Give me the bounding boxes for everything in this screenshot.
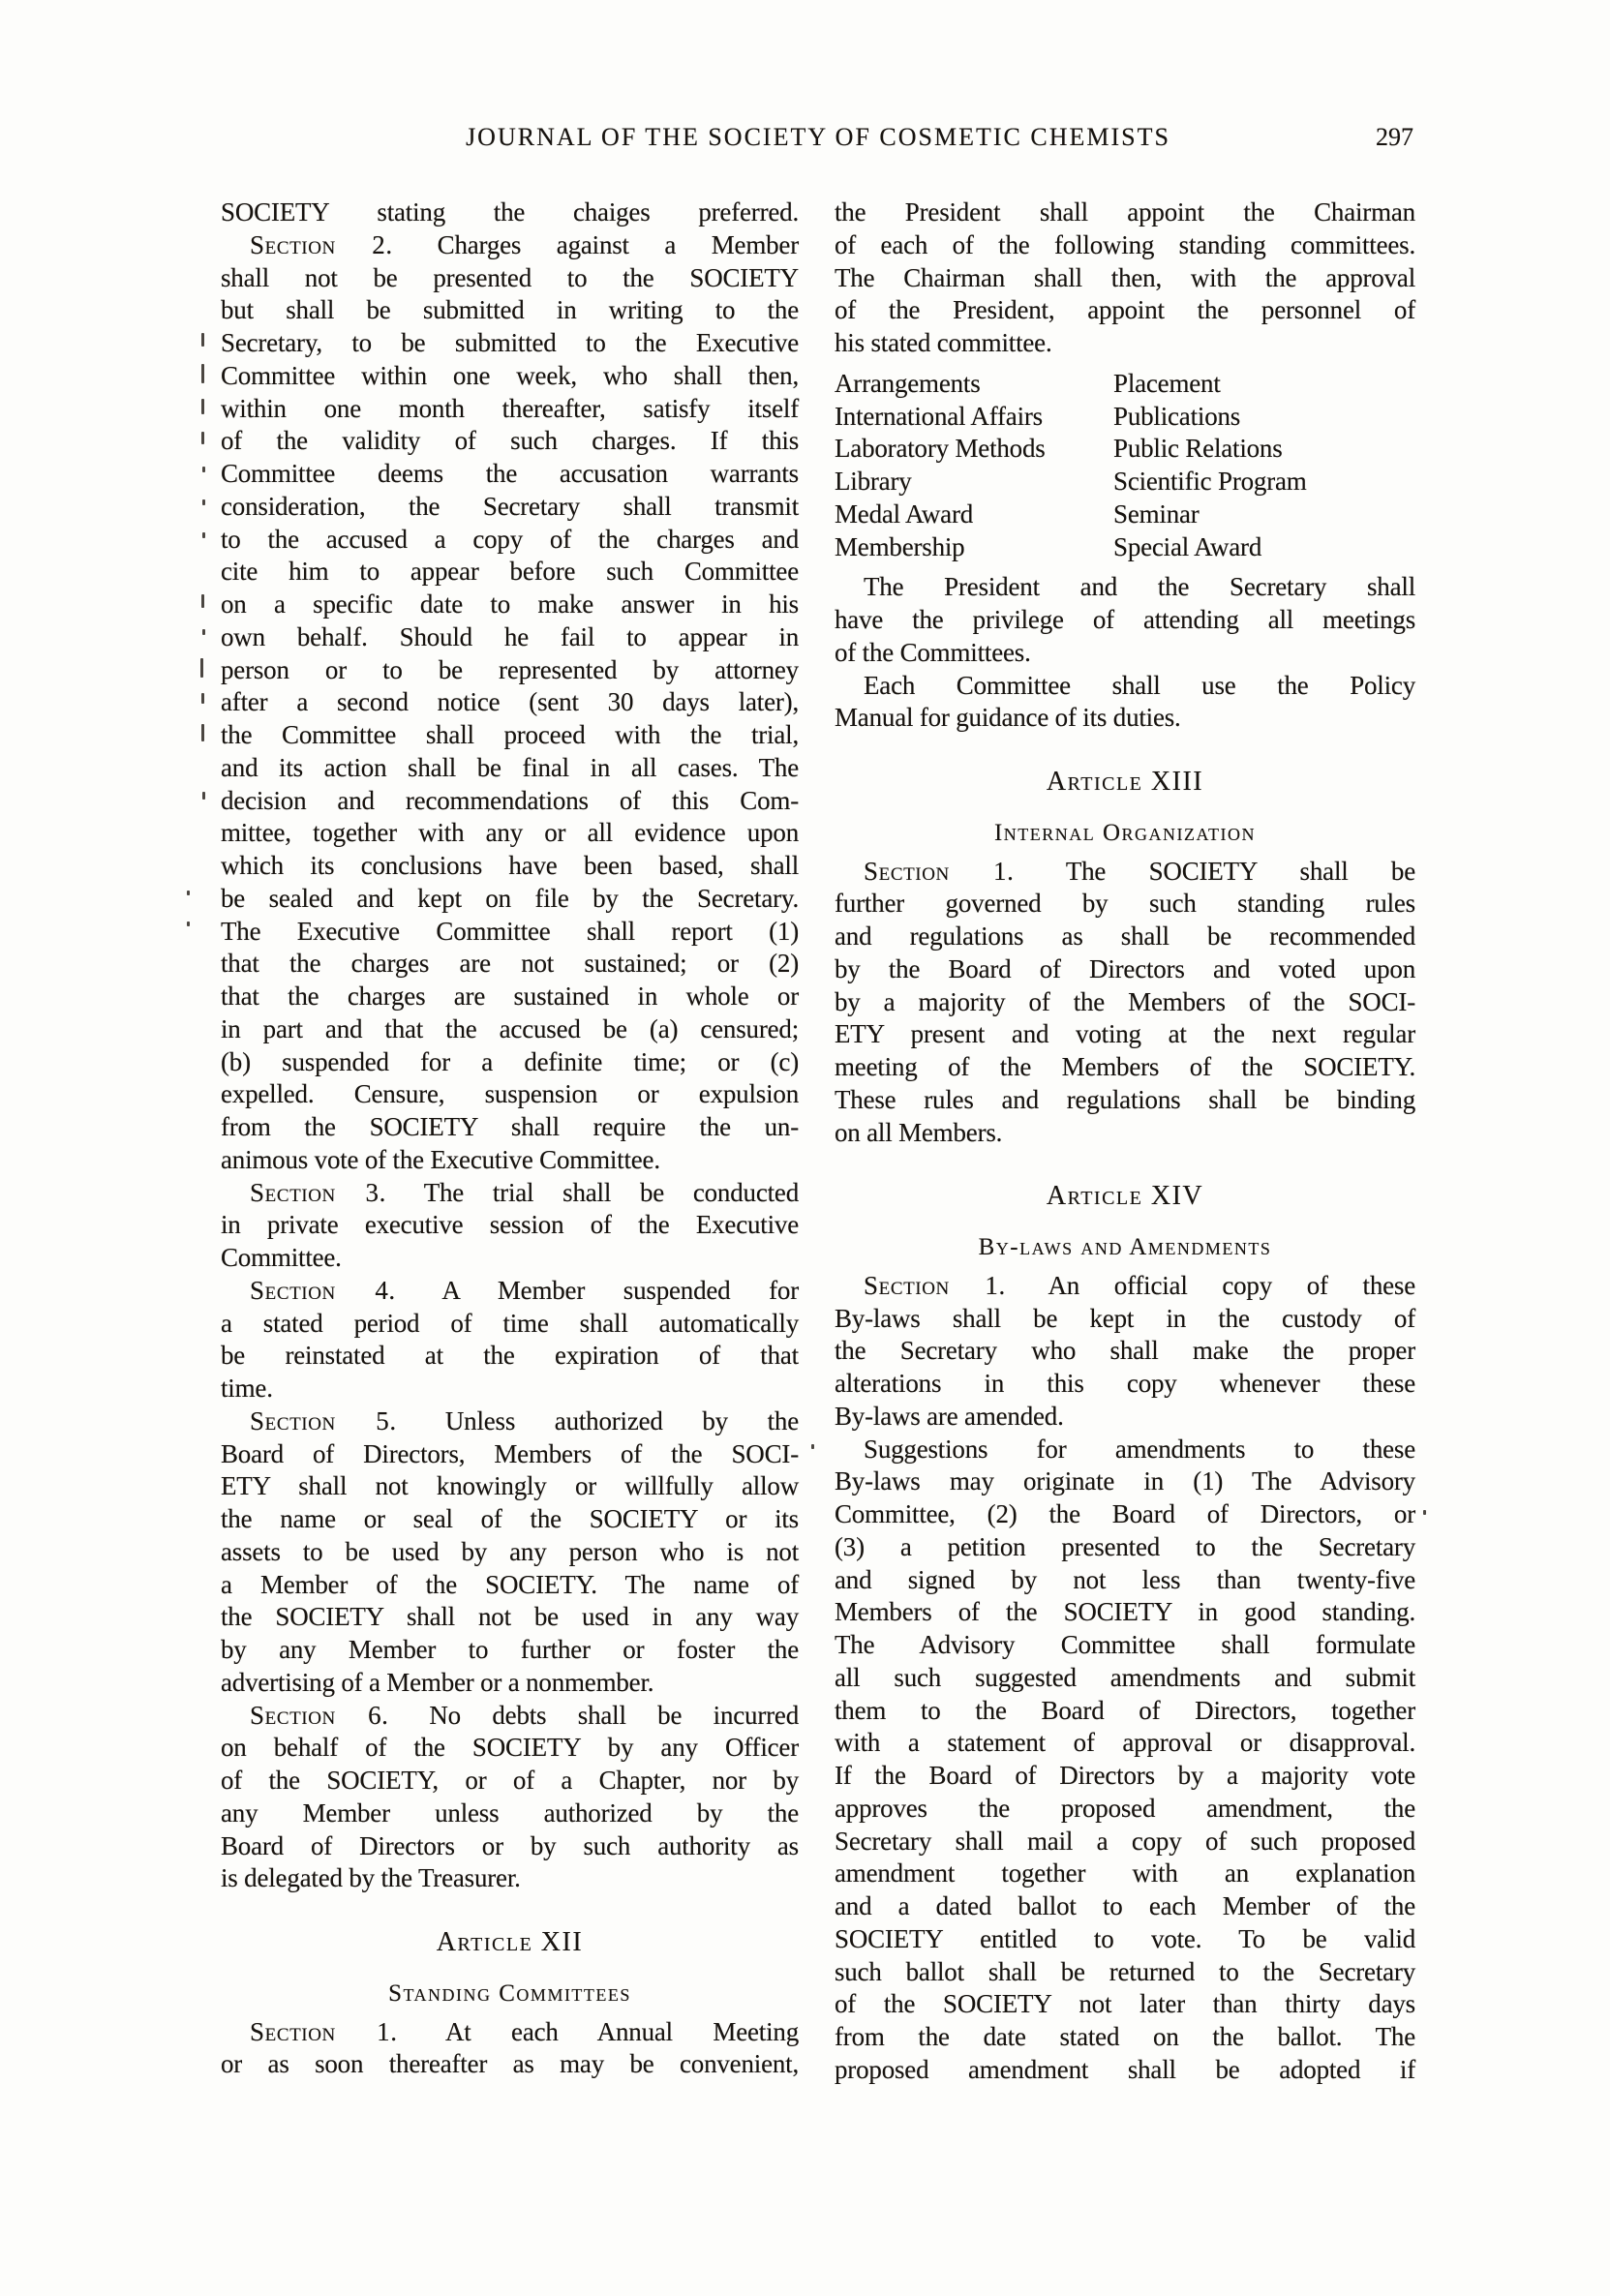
scan-artifact-mark — [201, 364, 204, 383]
article-heading: Article XIV — [1046, 1181, 1204, 1212]
text-line: (3) a petition presented to the Secretary — [835, 1531, 1415, 1561]
text-line: animous vote of the Executive Committee. — [221, 1144, 660, 1174]
text-line — [221, 1275, 799, 1308]
text-line: on behalf of the SOCIETY by any Officer — [221, 1733, 799, 1763]
paragraph — [835, 571, 1415, 669]
sub-heading: By-laws and Amendments — [978, 1234, 1272, 1260]
text-line: Suggestions for amendments to these — [864, 1434, 1415, 1464]
committee-row — [835, 531, 1415, 564]
text-line: by the Board of Directors and voted upon — [835, 953, 1415, 983]
text-line: The Executive Committee shall report (1) — [221, 916, 799, 946]
section-label: Section 2. — [250, 229, 393, 259]
text-line: By-laws are amended. — [835, 1401, 1064, 1431]
text-line: assets to be used by any person who is not — [221, 1536, 799, 1566]
text-line: Board of Directors or by such authority as — [221, 1830, 799, 1860]
text-line: to the accused a copy of the charges and — [221, 524, 799, 554]
text-line: such ballot shall be returned to the Secretary — [835, 1956, 1415, 1986]
scan-artifact-mark — [201, 724, 204, 741]
committee-name: Arrangements — [835, 368, 981, 398]
article-heading: Article XII — [436, 1927, 584, 1957]
text-line: ETY present and voting at the next regular — [835, 1019, 1415, 1049]
scan-artifact-mark — [187, 921, 190, 926]
text-line: on all Members. — [835, 1117, 1003, 1147]
section-label: Section 6. — [250, 1700, 389, 1730]
text-line: be reinstated at the expiration of that — [221, 1341, 799, 1371]
section-label: Section 3. — [250, 1177, 386, 1207]
text-line: amendment together with an explanation — [835, 1858, 1415, 1888]
section-label: Section 4. — [250, 1275, 396, 1305]
text-line: the SOCIETY shall not be used in any way — [221, 1602, 799, 1632]
right-text-column — [835, 196, 1415, 2087]
text-line: further governed by such standing rules — [835, 889, 1415, 919]
text-line: of the SOCIETY not later than thirty days — [835, 1989, 1415, 2019]
text-segment: Charges against a Member — [402, 229, 800, 259]
committee-row — [835, 433, 1415, 466]
text-line: By-laws shall be kept in the custody of — [835, 1303, 1415, 1333]
scan-artifact-mark — [201, 432, 204, 444]
text-line — [835, 1270, 1415, 1303]
text-line: advertising of a Member or a nonmember. — [221, 1667, 654, 1697]
text-line: on a specific date to make answer in his — [221, 589, 799, 619]
text-line: a stated period of time shall automatically — [221, 1308, 799, 1338]
committee-name: Placement — [1113, 368, 1221, 398]
committee-name: Special Award — [1113, 531, 1262, 561]
committee-name: Publications — [1113, 401, 1241, 431]
paragraph — [221, 196, 799, 229]
text-line: a Member of the SOCIETY. The name of — [221, 1569, 799, 1599]
paragraph — [835, 856, 1415, 1150]
scan-artifact-mark — [811, 1444, 814, 1449]
text-segment: Unless authorized by the — [406, 1405, 799, 1435]
text-line: expelled. Censure, suspension or expulsion — [221, 1079, 799, 1109]
committee-row — [835, 498, 1415, 531]
left-text-column — [221, 196, 799, 2081]
text-line: ETY shall not knowingly or willfully allow — [221, 1471, 799, 1501]
paragraph — [221, 1405, 799, 1700]
scan-artifact-mark — [201, 693, 204, 704]
text-segment: An official copy of these — [1015, 1270, 1415, 1300]
text-line: of the validity of such charges. If this — [221, 426, 799, 456]
committee-name: Scientific Program — [1113, 467, 1307, 496]
text-line: of each of the following standing committees. — [835, 229, 1415, 259]
text-line: alterations in this copy whenever these — [835, 1369, 1415, 1398]
text-line: the Committee shall proceed with the trial, — [221, 720, 799, 749]
scan-artifact-mark — [187, 891, 190, 895]
text-line: Members of the SOCIETY in good standing. — [835, 1597, 1415, 1627]
sub-heading: Standing Committees — [388, 1979, 631, 2007]
text-line: The Chairman shall then, with the approval — [835, 262, 1415, 292]
scan-artifact-mark — [202, 499, 205, 505]
text-line: Committee. — [221, 1243, 342, 1272]
journal-title: JOURNAL OF THE SOCIETY OF COSMETIC CHEMISTS — [466, 123, 1170, 151]
text-line: which its conclusions have been based, shall — [221, 851, 799, 880]
text-line: approves the proposed amendment, the — [835, 1793, 1415, 1823]
text-line: decision and recommendations of this Com- — [221, 785, 799, 815]
scan-artifact-mark — [202, 532, 205, 538]
committee-list — [835, 368, 1415, 564]
text-line: mittee, together with any or all evidence upon — [221, 818, 799, 848]
text-line — [221, 229, 799, 262]
text-line: meeting of the Members of the SOCIETY. — [835, 1052, 1415, 1081]
text-line: of the President, appoint the personnel of — [835, 295, 1415, 325]
text-line: (b) suspended for a definite time; or (c) — [221, 1046, 799, 1076]
text-line: and its action shall be final in all cases. The — [221, 752, 799, 782]
paragraph — [221, 1177, 799, 1275]
sub-heading: Internal Organization — [993, 819, 1257, 846]
text-line: own behalf. Should he fail to appear in — [221, 621, 799, 651]
committee-name: Public Relations — [1113, 434, 1283, 464]
paragraph — [835, 196, 1415, 360]
committee-name: Seminar — [1113, 498, 1200, 529]
text-line: time. — [221, 1374, 273, 1403]
text-line: The Advisory Committee shall formulate — [835, 1630, 1415, 1659]
paragraph — [221, 1700, 799, 1896]
paragraph — [221, 2016, 799, 2082]
scan-artifact-mark — [202, 629, 205, 635]
committee-row — [835, 466, 1415, 498]
text-line: within one month thereafter, satisfy itself — [221, 393, 799, 423]
text-line: be sealed and kept on file by the Secretary. — [221, 883, 799, 913]
text-line: by any Member to further or foster the — [221, 1635, 799, 1664]
text-line: after a second notice (sent 30 days later), — [221, 687, 799, 717]
text-line — [835, 856, 1415, 889]
text-line: of the Committees. — [835, 637, 1031, 667]
section-label: Section 1. — [864, 1270, 1006, 1300]
text-segment: The trial shall be conducted — [395, 1177, 800, 1207]
text-line: shall not be presented to the SOCIETY — [221, 262, 799, 292]
text-line: Each Committee shall use the Policy — [864, 670, 1415, 700]
text-line: SOCIETY entitled to vote. To be valid — [835, 1923, 1415, 1953]
committee-row — [835, 368, 1415, 401]
text-line: the name or seal of the SOCIETY or its — [221, 1504, 799, 1533]
text-line — [221, 1700, 799, 1733]
text-line: The President and the Secretary shall — [864, 572, 1415, 602]
text-line: SOCIETY stating the chaiges preferred. — [221, 197, 799, 227]
text-line — [221, 1405, 799, 1438]
committee-row — [835, 401, 1415, 434]
text-line: of the SOCIETY, or of a Chapter, nor by — [221, 1766, 799, 1795]
text-line: from the SOCIETY shall require the un- — [221, 1112, 799, 1141]
paragraph — [221, 1275, 799, 1405]
scan-artifact-mark — [1423, 1510, 1426, 1515]
scan-artifact-mark — [202, 792, 205, 800]
text-line: the Secretary who shall make the proper — [835, 1336, 1415, 1366]
scan-artifact-mark — [201, 594, 204, 608]
text-line: These rules and regulations shall be binding — [835, 1084, 1415, 1114]
text-line: If the Board of Directors by a majority vote — [835, 1761, 1415, 1790]
section-label: Section 5. — [250, 1405, 397, 1435]
committee-name: Laboratory Methods — [835, 434, 1046, 464]
text-line: consideration, the Secretary shall transmit — [221, 491, 799, 521]
text-line: proposed amendment shall be adopted if — [835, 2054, 1415, 2084]
section-label: Section 1. — [864, 856, 1015, 886]
text-segment: The SOCIETY shall be — [1022, 856, 1416, 886]
text-line: with a statement of approval or disapproval. — [835, 1728, 1415, 1758]
committee-name: Membership — [835, 531, 965, 561]
text-line: any Member unless authorized by the — [221, 1798, 799, 1828]
scan-artifact-mark — [202, 467, 205, 472]
text-line: and signed by not less than twenty-five — [835, 1564, 1415, 1594]
text-line: have the privilege of attending all meetings — [835, 605, 1415, 634]
text-line: from the date stated on the ballot. The — [835, 2022, 1415, 2051]
text-segment: A Member suspended for — [405, 1275, 799, 1305]
text-line: Manual for guidance of its duties. — [835, 703, 1181, 733]
text-line: that the charges are not sustained; or (2) — [221, 949, 799, 979]
scan-artifact-mark — [201, 333, 204, 347]
text-line: Committee, (2) the Board of Directors, or — [835, 1499, 1415, 1528]
text-line: or as soon thereafter as may be convenient, — [221, 2049, 799, 2079]
text-line: is delegated by the Treasurer. — [221, 1863, 521, 1893]
text-line: Board of Directors, Members of the SOCI- — [221, 1438, 799, 1468]
paragraph — [221, 229, 799, 1177]
paragraph — [835, 1434, 1415, 2087]
text-line: them to the Board of Directors, together — [835, 1695, 1415, 1725]
text-line: cite him to appear before such Committee — [221, 557, 799, 587]
paragraph — [835, 670, 1415, 736]
scan-artifact-mark — [200, 658, 203, 678]
text-line: Secretary, to be submitted to the Executive — [221, 328, 799, 357]
scan-artifact-mark — [201, 399, 204, 414]
text-line: by a majority of the Members of the SOCI- — [835, 986, 1415, 1016]
page-number: 297 — [1376, 123, 1413, 151]
text-line: Committee deems the accusation warrants — [221, 459, 799, 488]
text-line — [221, 2016, 799, 2049]
committee-name: Medal Award — [835, 498, 974, 529]
text-line: Secretary shall mail a copy of such proposed — [835, 1826, 1415, 1856]
text-line: his stated committee. — [835, 328, 1052, 357]
text-line: By-laws may originate in (1) The Advisory — [835, 1466, 1415, 1496]
text-line: all such suggested amendments and submit — [835, 1662, 1415, 1692]
text-segment: At each Annual Meeting — [407, 2016, 800, 2046]
text-line: person or to be represented by attorney — [221, 654, 799, 684]
text-line: and a dated ballot to each Member of the — [835, 1891, 1415, 1920]
text-segment: No debts shall be incurred — [397, 1700, 799, 1730]
committee-name: International Affairs — [835, 401, 1043, 431]
text-line: Committee within one week, who shall then, — [221, 360, 799, 390]
section-label: Section 1. — [250, 2016, 398, 2046]
text-line: and regulations as shall be recommended — [835, 921, 1415, 951]
text-line: that the charges are sustained in whole or — [221, 982, 799, 1011]
page-header — [221, 122, 1415, 157]
paragraph — [835, 1270, 1415, 1434]
article-heading: Article XIII — [1046, 767, 1204, 797]
committee-name: Library — [835, 467, 912, 496]
text-line: but shall be submitted in writing to the — [221, 295, 799, 325]
text-line: in private executive session of the Executive — [221, 1210, 799, 1240]
text-line — [221, 1177, 799, 1210]
text-line: in part and that the accused be (a) censured; — [221, 1013, 799, 1043]
text-line: the President shall appoint the Chairman — [835, 197, 1415, 227]
